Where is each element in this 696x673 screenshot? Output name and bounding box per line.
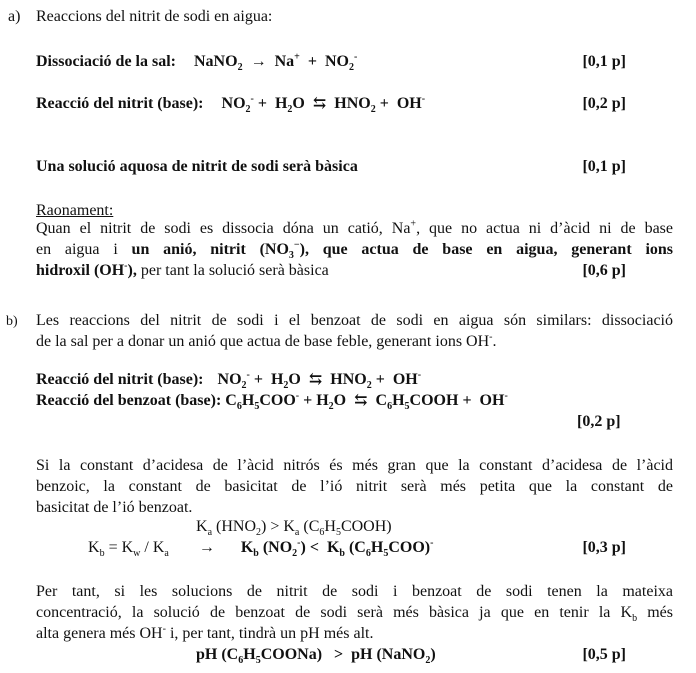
reasoning-text: Quan el nitrit de sodi es dissocia dóna un catió, Na [36,220,411,237]
conclusion-paragraph-3: alta genera més OH- i, per tant, tindrà un pH més alt. [36,623,374,642]
conclusion-text: més [637,604,674,621]
reasoning-heading: Raonament: [36,202,114,219]
reasoning-text: en aigua i [36,241,132,258]
dissociation-label: Dissociació de la sal: [36,53,176,70]
reasoning-text: per tant la solució serà bàsica [136,262,329,279]
kb-comparison-line [88,537,626,560]
conclusion-points: [0,1 p] [582,158,626,175]
right-arrow-icon: → [198,539,215,556]
reasoning-line-1: Quan el nitrit de sodi es dissocia dóna un catió, Na+, que no actua ni d’àcid ni de base [36,218,673,237]
reasoning-points: [0,6 p] [582,262,626,279]
equilibrium-arrow-icon: ⇆ [354,392,368,409]
reasoning-text: hidroxil (OH [36,262,125,279]
conclusion-paragraph-1: Per tant, si les solucions de nitrit de sodi i benzoat de sodi tenen la mateixa [36,583,673,600]
equilibrium-arrow-icon: ⇆ [312,95,327,112]
intro-text: de la sal per a donar un anió que actua de base feble, generant ions OH [36,333,490,350]
conclusion-text: Una solució aquosa de nitrit de sodi serà bàsica [36,158,358,175]
nitrite-base-label: Reacció del nitrit (base): [36,371,204,388]
dissociation-equation: NaNO$_2$ → $Na^+ + NO_2^-$ [194,51,358,74]
acidity-paragraph-2: benzoic, la constant de basicitat de l’ió nitrit serà més petita que la constant de [36,478,673,495]
dissociation-line [36,51,626,74]
acidity-paragraph-1: Si la constant d’acidesa de l’àcid nitrós és més gran que la constant d’acidesa de l’àcid [36,457,673,474]
reasoning-text: ), [127,262,137,279]
benzoate-base-line [36,390,508,413]
conclusion-text: alta genera més OH [36,625,163,642]
conclusion-text: concentració, la solució de benzoat de sodi serà més bàsica ja que en tenir la K [36,604,633,621]
equilibrium-arrow-icon: ⇆ [308,371,323,388]
reasoning-line-3: hidroxil (OH-), per tant la solució serà bàsica [0,6 p] [36,260,626,279]
nitrite-base-line [36,369,422,392]
benzoate-base-label: Reacció del benzoat (base): [36,392,222,409]
section-b-intro-1: Les reaccions del nitrit de sodi i el benzoat de sodi en aigua són similars: dissociació [36,312,673,329]
nitrite-reaction-points: [0,2 p] [582,95,626,112]
dissociation-points: [0,1 p] [582,53,626,70]
ph-comparison: pH $(C_6H_5COONa)$ > pH (NaNO$_2$) [196,646,436,667]
intro-text: . [492,333,497,350]
kb-points: [0,3 p] [582,539,626,556]
reasoning-line-2: en aigua i un anió, nitrit $(NO_3^-)$, que actua de base en aigua, generant ions [36,239,674,262]
acidity-paragraph-3: basicitat de l’ió benzoat. [36,499,193,516]
nitrite-reaction-label: Reacció del nitrit (base): [36,95,204,112]
ph-points: [0,5 p] [582,646,626,663]
section-a-marker: a) [8,8,21,25]
conclusion-line [36,158,626,176]
right-arrow-icon: → [250,53,267,70]
kb-definition: $K_b = K_w / K_a$ [88,539,169,560]
reasoning-text: , que no actua ni d’àcid ni de base [416,220,673,237]
conclusion-text: i, per tant, tindrà un pH més alt. [165,625,374,642]
section-b-intro-2: de la sal per a donar un anió que actua de base feble, generant ions OH-. [36,331,497,350]
nitrite-reaction-equation: $NO_2^- + H_2O$ ⇆ $HNO_2 + OH^-$ [221,93,426,116]
benzoate-base-equation: $C_6H_5COO^- + H_2O$ ⇆ $C_6H_5COOH + OH^-$ [225,390,508,413]
kb-comparison: $K_b$ $(NO_2^-) < K_b$ $(C_6H_5COO)^-$ [240,537,434,560]
reasoning-text: un anió, nitrit (NO [131,241,289,258]
reasoning-text: ), que actua de base en aigua, generant ions [299,241,674,258]
section-b-marker: b) [6,314,18,329]
nitrite-reaction-line [36,93,626,116]
conclusion-paragraph-2: concentració, la solució de benzoat de sodi serà més bàsica ja que en tenir la $K_b$ més [36,604,674,625]
reactions-points: [0,2 p] [577,413,621,430]
ka-comparison: $K_a$ $(HNO_2) > K_a$ $(C_6H_5COOH)$ [196,518,392,539]
section-a-title: Reaccions del nitrit de sodi en aigua: [36,8,273,25]
ph-comparison-line [196,646,626,667]
nitrite-base-equation: $NO_2^- + H_2O$ ⇆ $HNO_2 + OH^-$ [217,369,422,392]
